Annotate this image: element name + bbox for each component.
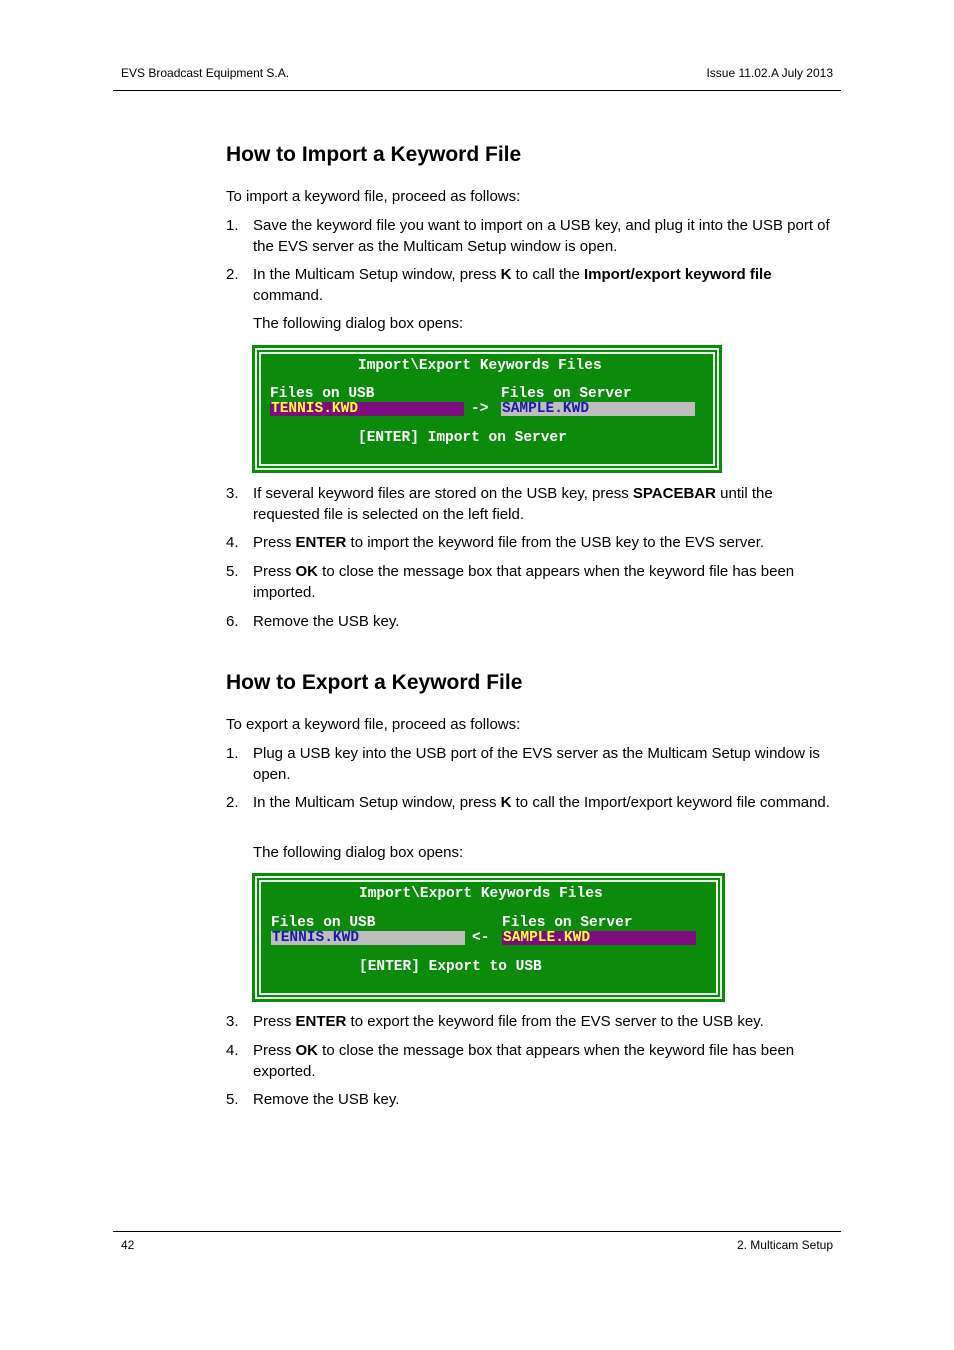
text: to close the message box that appears when the keyword file has been exported. xyxy=(253,1042,795,1080)
import-intro: To import a keyword file, proceed as follows: xyxy=(226,188,521,205)
import-keywords-dialog xyxy=(252,345,722,473)
export-keywords-dialog xyxy=(252,873,725,1002)
text: Press xyxy=(253,1042,296,1059)
step-text xyxy=(253,484,841,525)
step-number: 2. xyxy=(226,266,239,283)
export-intro: To export a keyword file, proceed as follows: xyxy=(226,716,521,733)
header-company: EVS Broadcast Equipment S.A. xyxy=(121,66,290,80)
usb-files-label: Files on USB xyxy=(271,915,376,931)
caption-text: The following dialog box opens: xyxy=(253,315,464,332)
step-text: Remove the USB key. xyxy=(253,1091,400,1108)
step-text xyxy=(253,265,841,306)
step-text: Remove the USB key. xyxy=(253,613,400,630)
step-text xyxy=(253,562,841,603)
text: to call the xyxy=(511,266,585,283)
server-file-field[interactable]: SAMPLE.KWD xyxy=(501,402,695,416)
text: to import the keyword file from the USB key to the EVS server. xyxy=(346,534,765,551)
key-k: K xyxy=(500,266,512,283)
step-number: 5. xyxy=(226,563,239,580)
text: In the Multicam Setup window, press xyxy=(253,266,501,283)
step-number: 3. xyxy=(226,485,239,502)
usb-file-field[interactable]: TENNIS.KWD xyxy=(270,402,464,416)
key-ok: OK xyxy=(295,1042,319,1059)
step-text: Plug a USB key into the USB port of the EVS server as the Multicam Setup window is open. xyxy=(253,745,820,783)
text: In the Multicam Setup window, press xyxy=(253,794,501,811)
text: command. xyxy=(253,286,324,304)
step-number: 4. xyxy=(226,534,239,551)
caption-text: The following dialog box opens: xyxy=(253,844,464,861)
text: to call the Import/export keyword file command. xyxy=(511,794,830,811)
key-spacebar: SPACEBAR xyxy=(632,485,716,502)
text: until the requested file is selected on the left field. xyxy=(253,485,773,523)
text: Press xyxy=(253,534,296,551)
import-heading: How to Import a Keyword File xyxy=(226,143,522,166)
footer-section: 2. Multicam Setup xyxy=(736,1238,833,1252)
key-enter: ENTER xyxy=(295,534,347,551)
usb-file-field[interactable]: TENNIS.KWD xyxy=(271,931,465,945)
export-to-usb-action[interactable]: [ENTER] Export to USB xyxy=(359,959,542,975)
footer-rule xyxy=(113,1231,841,1232)
step-number: 1. xyxy=(226,745,239,762)
step-number: 3. xyxy=(226,1013,239,1030)
dialog-title: Import\Export Keywords Files xyxy=(358,358,602,374)
server-file-field[interactable]: SAMPLE.KWD xyxy=(502,931,696,945)
server-files-label: Files on Server xyxy=(501,386,632,402)
step-text xyxy=(253,1012,841,1033)
export-heading: How to Export a Keyword File xyxy=(226,671,523,694)
page-number: 42 xyxy=(121,1238,135,1252)
server-files-label: Files on Server xyxy=(502,915,633,931)
step-number: 4. xyxy=(226,1042,239,1059)
step-number: 2. xyxy=(226,794,239,811)
step-number: 5. xyxy=(226,1091,239,1108)
header-issue: Issue 11.02.A July 2013 xyxy=(706,66,833,80)
step-text xyxy=(253,533,841,554)
step-text: Save the keyword file you want to import on a USB key, and plug it into the USB port of the EVS server as the Multicam Setup window is open. xyxy=(253,217,830,255)
command-name: Import/export keyword file xyxy=(584,266,772,283)
import-on-server-action[interactable]: [ENTER] Import on Server xyxy=(358,430,567,446)
key-k: K xyxy=(500,794,512,811)
arrow-left-icon: <- xyxy=(472,930,490,946)
step-number: 1. xyxy=(226,217,239,234)
usb-files-label: Files on USB xyxy=(270,386,375,402)
text: If several keyword files are stored on the USB key, press xyxy=(253,485,633,502)
dialog-title: Import\Export Keywords Files xyxy=(359,886,603,902)
step-text xyxy=(253,1041,841,1082)
text: Press xyxy=(253,1013,296,1030)
key-enter: ENTER xyxy=(295,1013,347,1030)
header-rule xyxy=(113,90,841,91)
text: to close the message box that appears when the keyword file has been imported. xyxy=(253,563,795,601)
text: Press xyxy=(253,563,296,580)
step-text xyxy=(253,793,841,814)
text: to export the keyword file from the EVS server to the USB key. xyxy=(346,1013,764,1030)
step-number: 6. xyxy=(226,613,239,630)
arrow-right-icon: -> xyxy=(471,401,489,417)
key-ok: OK xyxy=(295,563,319,580)
